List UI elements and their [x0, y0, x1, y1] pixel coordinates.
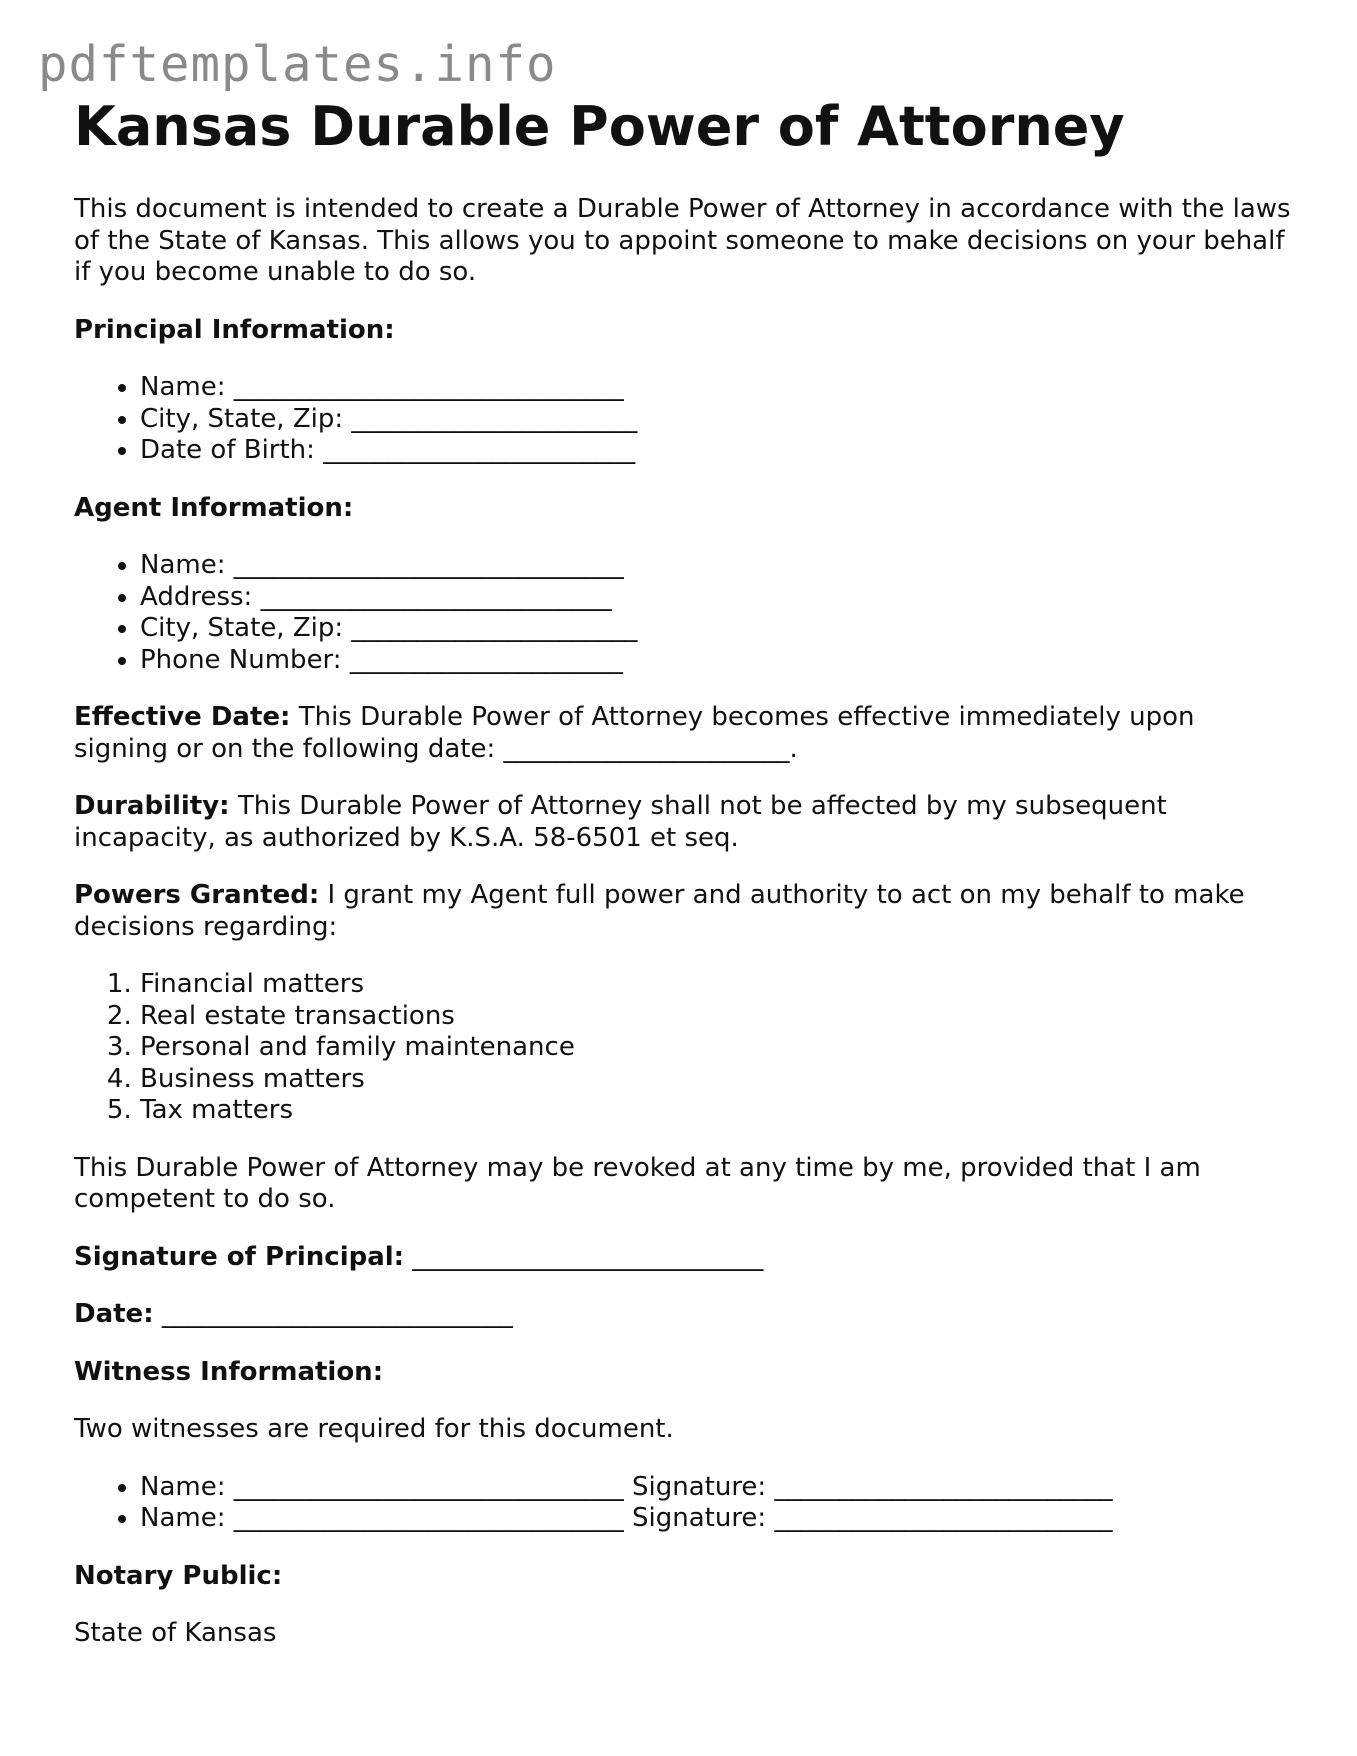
watermark: pdftemplates.info — [38, 36, 557, 93]
witness-name-field[interactable]: Name: ______________________________ — [140, 1471, 624, 1502]
signature-blank[interactable]: ___________________________ — [404, 1241, 764, 1272]
durability-paragraph — [74, 791, 1294, 854]
witness-row — [140, 1472, 1294, 1504]
power-item: 1. Financial matters — [140, 969, 1294, 1001]
durability-text: This Durable Power of Attorney shall not be affected by my subsequent incapacity, as authorized by K.S.A. 58-6501 et seq. — [74, 791, 1167, 853]
principal-heading: Principal Information: — [74, 314, 395, 345]
powers-list — [74, 969, 1294, 1127]
signature-label: Signature of Principal: — [74, 1241, 405, 1272]
witness-name-field[interactable]: Name: ______________________________ — [140, 1503, 624, 1533]
principal-fields-list — [74, 372, 1294, 467]
agent-city-field[interactable]: • City, State, Zip: ______________________ — [140, 613, 1294, 645]
agent-phone-field[interactable]: • Phone Number: _____________________ — [140, 645, 1294, 677]
effective-date-text[interactable]: This Durable Power of Attorney becomes effective immediately upon signing or on the following date: ______________________. — [74, 702, 1195, 764]
powers-paragraph — [74, 880, 1294, 943]
powers-label: Powers Granted: — [74, 880, 320, 910]
notary-state: State of Kansas — [74, 1618, 277, 1648]
effective-date-paragraph — [74, 702, 1294, 765]
intro-paragraph: This document is intended to create a Durable Power of Attorney in accordance with the laws of the State of Kansas. This allows you to appoint someone to make decisions on your behalf if you become unable to do so. — [74, 194, 1291, 287]
effective-date-label: Effective Date: — [74, 702, 291, 732]
principal-dob-field[interactable]: • Date of Birth: ________________________ — [140, 435, 1294, 467]
agent-fields-list — [74, 550, 1294, 676]
durability-label: Durability: — [74, 791, 230, 821]
witness-list — [74, 1472, 1294, 1535]
power-item: 2. Real estate transactions — [140, 1001, 1294, 1033]
witness-heading: Witness Information: — [74, 1356, 384, 1387]
power-item: 4. Business matters — [140, 1064, 1294, 1096]
witness-note: Two witnesses are required for this document. — [74, 1414, 674, 1444]
date-line — [74, 1299, 1294, 1331]
page-title: Kansas Durable Power of Attorney — [74, 95, 1125, 158]
agent-name-field[interactable]: • Name: ______________________________ — [140, 550, 1294, 582]
revocation-paragraph: This Durable Power of Attorney may be revoked at any time by me, provided that I am competent to do so. — [74, 1152, 1201, 1214]
agent-address-field[interactable]: • Address: ___________________________ — [140, 582, 1294, 614]
power-item: 3. Personal and family maintenance — [140, 1032, 1294, 1064]
principal-name-field[interactable]: • Name: ______________________________ — [140, 372, 1294, 404]
powers-text: I grant my Agent full power and authority to act on my behalf to make decisions regarding: — [74, 880, 1245, 942]
witness-row — [140, 1503, 1294, 1535]
witness-signature-field[interactable]: Signature: __________________________ — [632, 1471, 1113, 1502]
date-label: Date: — [74, 1299, 154, 1329]
agent-heading: Agent Information: — [74, 492, 354, 523]
principal-city-field[interactable]: • City, State, Zip: ______________________ — [140, 404, 1294, 436]
power-item: 5. Tax matters — [140, 1095, 1294, 1127]
signature-line — [74, 1242, 1294, 1274]
document-page — [74, 96, 1294, 1676]
date-blank[interactable]: ___________________________ — [153, 1299, 513, 1329]
witness-signature-field[interactable]: Signature: __________________________ — [632, 1503, 1113, 1533]
notary-heading: Notary Public: — [74, 1560, 283, 1591]
